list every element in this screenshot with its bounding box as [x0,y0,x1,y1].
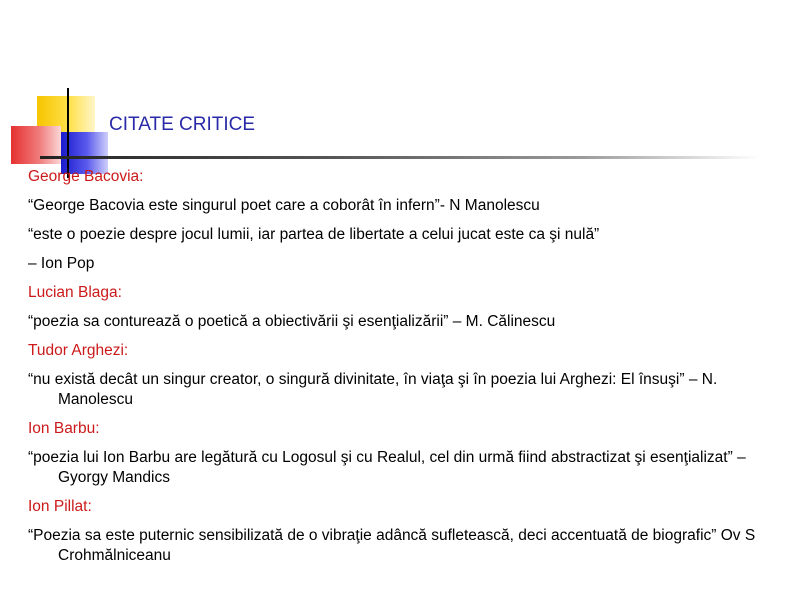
author-heading-arghezi: Tudor Arghezi: [28,342,129,359]
author-heading-blaga: Lucian Blaga: [28,284,122,301]
quote-line: “poezia lui Ion Barbu are legătură cu Logosul şi cu Realul, cel din urmă fiind abstractizat şi esenţializat” – Gyorgy Mandics [28,449,746,486]
author-heading-bacovia: George Bacovia: [28,168,144,185]
decor-vertical-line [67,88,69,178]
slide-title: CITATE CRITICE [109,114,256,135]
author-heading-pillat: Ion Pillat: [28,498,92,515]
quote-line: “este o poezie despre jocul lumii, iar partea de libertate a celui jucat este ca şi nulă” [28,226,600,243]
quote-line: “George Bacovia este singurul poet care a coborât în infern”- N Manolescu [28,197,540,214]
quotes-body [28,167,780,575]
quote-line: “Poezia sa este puternic sensibilizată de o vibraţie adâncă sufletească, deci accentuată de biografic” Ov S Crohmălniceanu [28,527,756,564]
quote-attribution: – Ion Pop [28,255,95,272]
author-heading-barbu: Ion Barbu: [28,420,100,437]
quote-line: “poezia sa conturează o poetică a obiectivării şi esenţializării” – M. Călinescu [28,313,556,330]
title-underline [40,156,760,159]
quote-line: “nu există decât un singur creator, o singură divinitate, în viaţa şi în poezia lui Arghezi: El însuşi” – N. Manolescu [28,371,718,408]
